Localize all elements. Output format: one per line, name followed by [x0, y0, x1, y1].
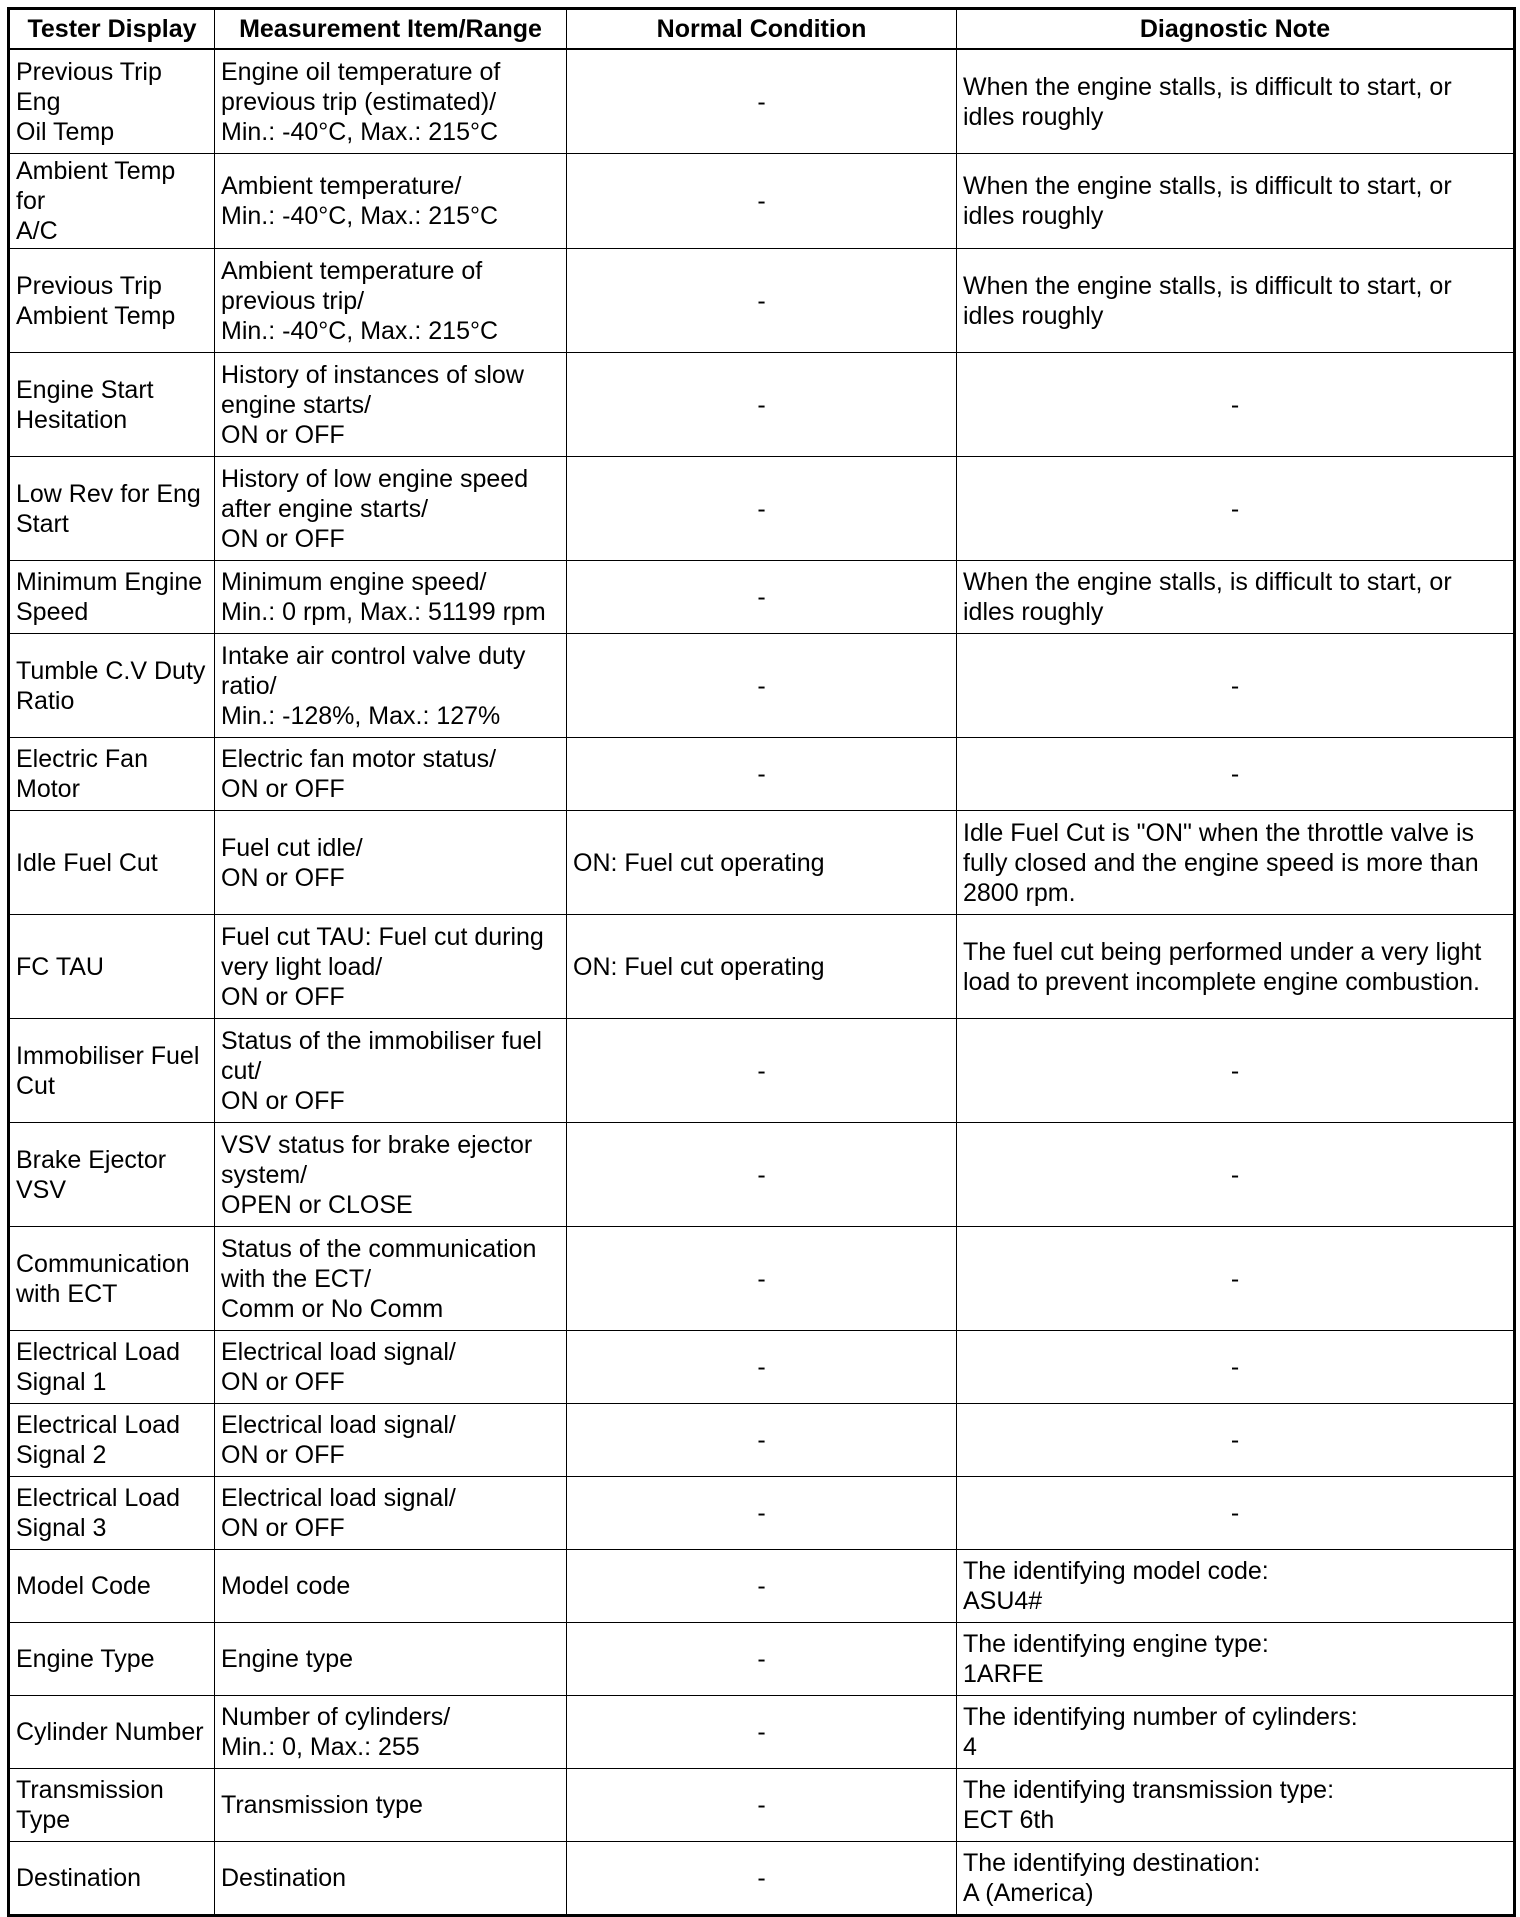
table-row	[9, 811, 1515, 915]
table-row	[9, 634, 1515, 738]
cell-diagnostic-note: The fuel cut being performed under a very light load to prevent incomplete engine combustion.	[957, 915, 1515, 1019]
header-normal-condition: Normal Condition	[567, 9, 957, 50]
cell-diagnostic-note: -	[957, 1019, 1515, 1123]
cell-normal-condition: -	[567, 1696, 957, 1769]
cell-tester-display: Model Code	[9, 1550, 215, 1623]
cell-diagnostic-note: -	[957, 1331, 1515, 1404]
header-row	[9, 9, 1515, 50]
cell-tester-display: Destination	[9, 1842, 215, 1916]
cell-tester-display: Engine Type	[9, 1623, 215, 1696]
cell-diagnostic-note: -	[957, 1123, 1515, 1227]
cell-tester-display: Tumble C.V Duty Ratio	[9, 634, 215, 738]
cell-diagnostic-note: The identifying model code: ASU4#	[957, 1550, 1515, 1623]
cell-measurement: Transmission type	[215, 1769, 567, 1842]
cell-normal-condition: -	[567, 1477, 957, 1550]
cell-normal-condition: -	[567, 353, 957, 457]
data-list-table	[7, 7, 1516, 1917]
cell-measurement: Ambient temperature of previous trip/ Min.: -40°C, Max.: 215°C	[215, 249, 567, 353]
cell-diagnostic-note: -	[957, 1227, 1515, 1331]
cell-tester-display: Electric Fan Motor	[9, 738, 215, 811]
cell-diagnostic-note: The identifying number of cylinders: 4	[957, 1696, 1515, 1769]
header-tester-display: Tester Display	[9, 9, 215, 50]
cell-normal-condition: -	[567, 457, 957, 561]
cell-diagnostic-note: -	[957, 738, 1515, 811]
cell-tester-display: Ambient Temp for A/C	[9, 154, 215, 249]
cell-tester-display: Idle Fuel Cut	[9, 811, 215, 915]
table-row	[9, 1842, 1515, 1916]
cell-diagnostic-note: The identifying transmission type: ECT 6th	[957, 1769, 1515, 1842]
cell-measurement: Electrical load signal/ ON or OFF	[215, 1477, 567, 1550]
cell-normal-condition: -	[567, 1331, 957, 1404]
cell-normal-condition: -	[567, 1227, 957, 1331]
cell-normal-condition: -	[567, 1769, 957, 1842]
cell-diagnostic-note: When the engine stalls, is difficult to start, or idles roughly	[957, 249, 1515, 353]
table-row	[9, 457, 1515, 561]
cell-diagnostic-note: -	[957, 353, 1515, 457]
table-row	[9, 561, 1515, 634]
header-diagnostic-note: Diagnostic Note	[957, 9, 1515, 50]
cell-measurement: Electrical load signal/ ON or OFF	[215, 1404, 567, 1477]
cell-normal-condition: -	[567, 249, 957, 353]
cell-diagnostic-note: When the engine stalls, is difficult to start, or idles roughly	[957, 154, 1515, 249]
table-row	[9, 1331, 1515, 1404]
cell-normal-condition: -	[567, 738, 957, 811]
table-row	[9, 1477, 1515, 1550]
cell-measurement: History of instances of slow engine starts/ ON or OFF	[215, 353, 567, 457]
table-row	[9, 1404, 1515, 1477]
cell-normal-condition: -	[567, 1123, 957, 1227]
cell-normal-condition: -	[567, 561, 957, 634]
cell-measurement: Status of the communication with the ECT/ Comm or No Comm	[215, 1227, 567, 1331]
cell-measurement: Engine oil temperature of previous trip (estimated)/ Min.: -40°C, Max.: 215°C	[215, 49, 567, 154]
cell-tester-display: Cylinder Number	[9, 1696, 215, 1769]
table-row	[9, 1769, 1515, 1842]
table-row	[9, 1696, 1515, 1769]
cell-measurement: Intake air control valve duty ratio/ Min.: -128%, Max.: 127%	[215, 634, 567, 738]
table-row	[9, 1019, 1515, 1123]
cell-tester-display: Electrical Load Signal 2	[9, 1404, 215, 1477]
cell-measurement: History of low engine speed after engine starts/ ON or OFF	[215, 457, 567, 561]
cell-diagnostic-note: -	[957, 1404, 1515, 1477]
cell-diagnostic-note: -	[957, 457, 1515, 561]
cell-diagnostic-note: The identifying engine type: 1ARFE	[957, 1623, 1515, 1696]
cell-measurement: Ambient temperature/ Min.: -40°C, Max.: 215°C	[215, 154, 567, 249]
cell-normal-condition: -	[567, 1623, 957, 1696]
cell-measurement: Destination	[215, 1842, 567, 1916]
cell-tester-display: Electrical Load Signal 3	[9, 1477, 215, 1550]
cell-diagnostic-note: -	[957, 1477, 1515, 1550]
cell-measurement: Engine type	[215, 1623, 567, 1696]
cell-tester-display: Immobiliser Fuel Cut	[9, 1019, 215, 1123]
cell-diagnostic-note: Idle Fuel Cut is "ON" when the throttle valve is fully closed and the engine speed is more than 2800 rpm.	[957, 811, 1515, 915]
cell-measurement: Fuel cut TAU: Fuel cut during very light load/ ON or OFF	[215, 915, 567, 1019]
cell-normal-condition: ON: Fuel cut operating	[567, 811, 957, 915]
cell-measurement: Fuel cut idle/ ON or OFF	[215, 811, 567, 915]
header-measurement-item: Measurement Item/Range	[215, 9, 567, 50]
table-row	[9, 915, 1515, 1019]
cell-tester-display: Previous Trip Ambient Temp	[9, 249, 215, 353]
cell-measurement: Model code	[215, 1550, 567, 1623]
cell-normal-condition: -	[567, 49, 957, 154]
cell-diagnostic-note: When the engine stalls, is difficult to start, or idles roughly	[957, 49, 1515, 154]
cell-measurement: Minimum engine speed/ Min.: 0 rpm, Max.: 51199 rpm	[215, 561, 567, 634]
cell-tester-display: Communication with ECT	[9, 1227, 215, 1331]
cell-tester-display: Brake Ejector VSV	[9, 1123, 215, 1227]
cell-tester-display: FC TAU	[9, 915, 215, 1019]
cell-normal-condition: -	[567, 1842, 957, 1916]
cell-tester-display: Previous Trip Eng Oil Temp	[9, 49, 215, 154]
data-list-sheet	[7, 7, 1516, 1917]
cell-diagnostic-note: The identifying destination: A (America)	[957, 1842, 1515, 1916]
cell-tester-display: Transmission Type	[9, 1769, 215, 1842]
table-row	[9, 1623, 1515, 1696]
cell-tester-display: Minimum Engine Speed	[9, 561, 215, 634]
cell-tester-display: Electrical Load Signal 1	[9, 1331, 215, 1404]
table-row	[9, 249, 1515, 353]
cell-tester-display: Low Rev for Eng Start	[9, 457, 215, 561]
cell-normal-condition: ON: Fuel cut operating	[567, 915, 957, 1019]
table-row	[9, 49, 1515, 154]
table-row	[9, 738, 1515, 811]
cell-normal-condition: -	[567, 1550, 957, 1623]
table-row	[9, 1227, 1515, 1331]
table-row	[9, 1550, 1515, 1623]
table-row	[9, 353, 1515, 457]
cell-normal-condition: -	[567, 154, 957, 249]
cell-measurement: VSV status for brake ejector system/ OPEN or CLOSE	[215, 1123, 567, 1227]
table-header	[9, 9, 1515, 50]
cell-normal-condition: -	[567, 1404, 957, 1477]
cell-normal-condition: -	[567, 634, 957, 738]
cell-measurement: Electric fan motor status/ ON or OFF	[215, 738, 567, 811]
cell-diagnostic-note: When the engine stalls, is difficult to start, or idles roughly	[957, 561, 1515, 634]
cell-diagnostic-note: -	[957, 634, 1515, 738]
cell-normal-condition: -	[567, 1019, 957, 1123]
cell-measurement: Status of the immobiliser fuel cut/ ON or OFF	[215, 1019, 567, 1123]
cell-measurement: Electrical load signal/ ON or OFF	[215, 1331, 567, 1404]
table-body	[9, 49, 1515, 1916]
cell-measurement: Number of cylinders/ Min.: 0, Max.: 255	[215, 1696, 567, 1769]
cell-tester-display: Engine Start Hesitation	[9, 353, 215, 457]
table-row	[9, 154, 1515, 249]
table-row	[9, 1123, 1515, 1227]
